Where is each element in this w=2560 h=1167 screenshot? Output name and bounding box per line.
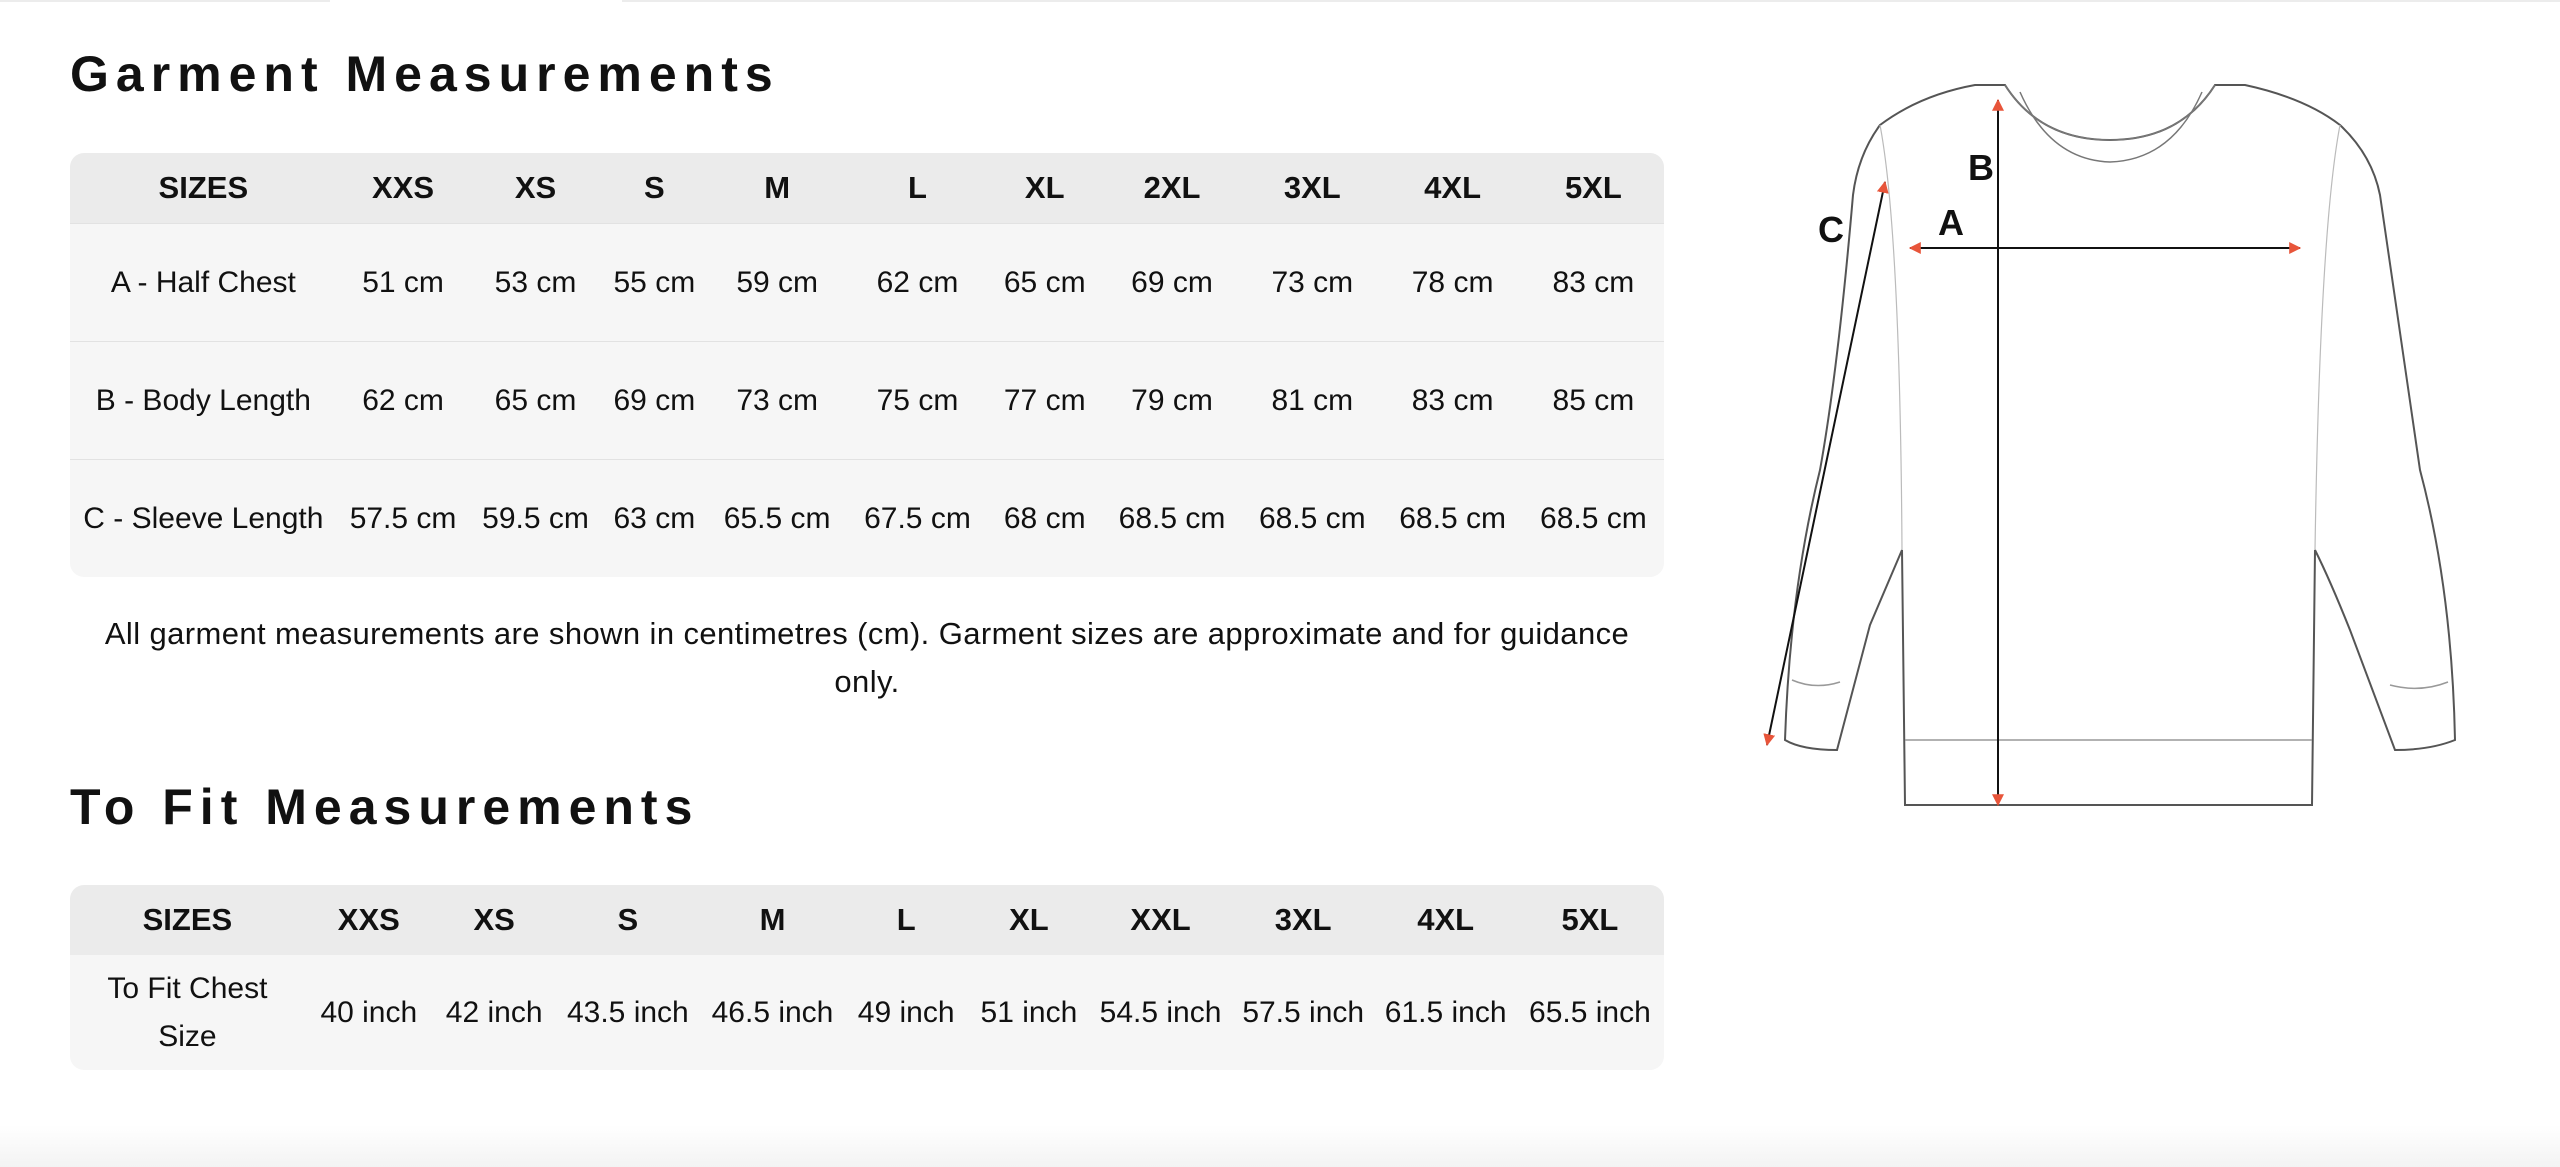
header-cell: XXL: [1090, 885, 1231, 955]
table-cell: 77 cm: [988, 341, 1102, 459]
to-fit-measurements-table: [70, 885, 1664, 1070]
table-cell: 68.5 cm: [1102, 459, 1242, 577]
table-cell: 65 cm: [469, 341, 601, 459]
table-cell: 81 cm: [1242, 341, 1382, 459]
table-cell: 69 cm: [602, 341, 707, 459]
label-c: C: [1818, 209, 1844, 250]
table-cell: 79 cm: [1102, 341, 1242, 459]
table-cell: 51 inch: [968, 955, 1091, 1070]
header-cell: XL: [988, 153, 1102, 223]
top-divider-gap: [330, 0, 622, 2]
table-cell: 62 cm: [337, 341, 470, 459]
table-cell: 59.5 cm: [469, 459, 601, 577]
table-cell: 54.5 inch: [1090, 955, 1231, 1070]
garment-measurements-table: [70, 153, 1664, 577]
table-row: [70, 341, 1664, 459]
row-label: A - Half Chest: [70, 223, 337, 341]
header-cell: 5XL: [1523, 153, 1664, 223]
table-cell: 78 cm: [1382, 223, 1522, 341]
table-cell: 65.5 inch: [1516, 955, 1664, 1070]
table-cell: 57.5 cm: [337, 459, 470, 577]
table-cell: 68.5 cm: [1242, 459, 1382, 577]
header-cell: XS: [433, 885, 556, 955]
header-cell: XXS: [337, 153, 470, 223]
row-label: To Fit Chest Size: [70, 955, 305, 1070]
label-a: A: [1938, 202, 1964, 243]
row-label: B - Body Length: [70, 341, 337, 459]
sweatshirt-illustration: [1740, 70, 2480, 850]
table-cell: 68.5 cm: [1382, 459, 1522, 577]
table-row: [70, 459, 1664, 577]
table-cell: 73 cm: [707, 341, 847, 459]
table-cell: 62 cm: [847, 223, 987, 341]
header-cell: XS: [469, 153, 601, 223]
table-cell: 55 cm: [602, 223, 707, 341]
header-cell: XXS: [305, 885, 433, 955]
table-cell: 65.5 cm: [707, 459, 847, 577]
table-cell: 69 cm: [1102, 223, 1242, 341]
table-cell: 51 cm: [337, 223, 470, 341]
header-cell: M: [707, 153, 847, 223]
header-cell: 3XL: [1242, 153, 1382, 223]
header-cell: S: [602, 153, 707, 223]
table-cell: 40 inch: [305, 955, 433, 1070]
header-cell: L: [847, 153, 987, 223]
header-cell: 4XL: [1382, 153, 1522, 223]
table-cell: 67.5 cm: [847, 459, 987, 577]
table-cell: 75 cm: [847, 341, 987, 459]
table-cell: 83 cm: [1523, 223, 1664, 341]
label-b: B: [1968, 147, 1994, 188]
table-cell: 42 inch: [433, 955, 556, 1070]
table-cell: 43.5 inch: [556, 955, 701, 1070]
to-fit-measurements-title: To Fit Measurements: [70, 779, 700, 835]
header-cell: XL: [968, 885, 1091, 955]
header-cell: SIZES: [70, 153, 337, 223]
header-cell: L: [845, 885, 968, 955]
header-cell: 5XL: [1516, 885, 1664, 955]
sweatshirt-diagram: [1740, 70, 2480, 850]
bottom-edge-shadow: [0, 1125, 2560, 1167]
table-cell: 59 cm: [707, 223, 847, 341]
header-cell: 3XL: [1231, 885, 1376, 955]
row-label: C - Sleeve Length: [70, 459, 337, 577]
table-header-row: [70, 885, 1664, 955]
measurements-note: All garment measurements are shown in centimetres (cm). Garment sizes are approximate and for guidance only.: [104, 616, 1630, 699]
table-cell: 46.5 inch: [700, 955, 845, 1070]
header-cell: S: [556, 885, 701, 955]
garment-measurements-title: Garment Measurements: [70, 46, 780, 102]
table-cell: 57.5 inch: [1231, 955, 1376, 1070]
table-cell: 65 cm: [988, 223, 1102, 341]
table-cell: 83 cm: [1382, 341, 1522, 459]
sweatshirt-body-outline: [1785, 85, 2455, 805]
table-cell: 63 cm: [602, 459, 707, 577]
table-cell: 68 cm: [988, 459, 1102, 577]
table-cell: 68.5 cm: [1523, 459, 1664, 577]
table-cell: 61.5 inch: [1376, 955, 1516, 1070]
table-header-row: [70, 153, 1664, 223]
header-cell: M: [700, 885, 845, 955]
table-cell: 73 cm: [1242, 223, 1382, 341]
header-cell: SIZES: [70, 885, 305, 955]
table-cell: 49 inch: [845, 955, 968, 1070]
header-cell: 2XL: [1102, 153, 1242, 223]
table-row: [70, 223, 1664, 341]
header-cell: 4XL: [1376, 885, 1516, 955]
table-cell: 53 cm: [469, 223, 601, 341]
table-cell: 85 cm: [1523, 341, 1664, 459]
table-row: [70, 955, 1664, 1070]
